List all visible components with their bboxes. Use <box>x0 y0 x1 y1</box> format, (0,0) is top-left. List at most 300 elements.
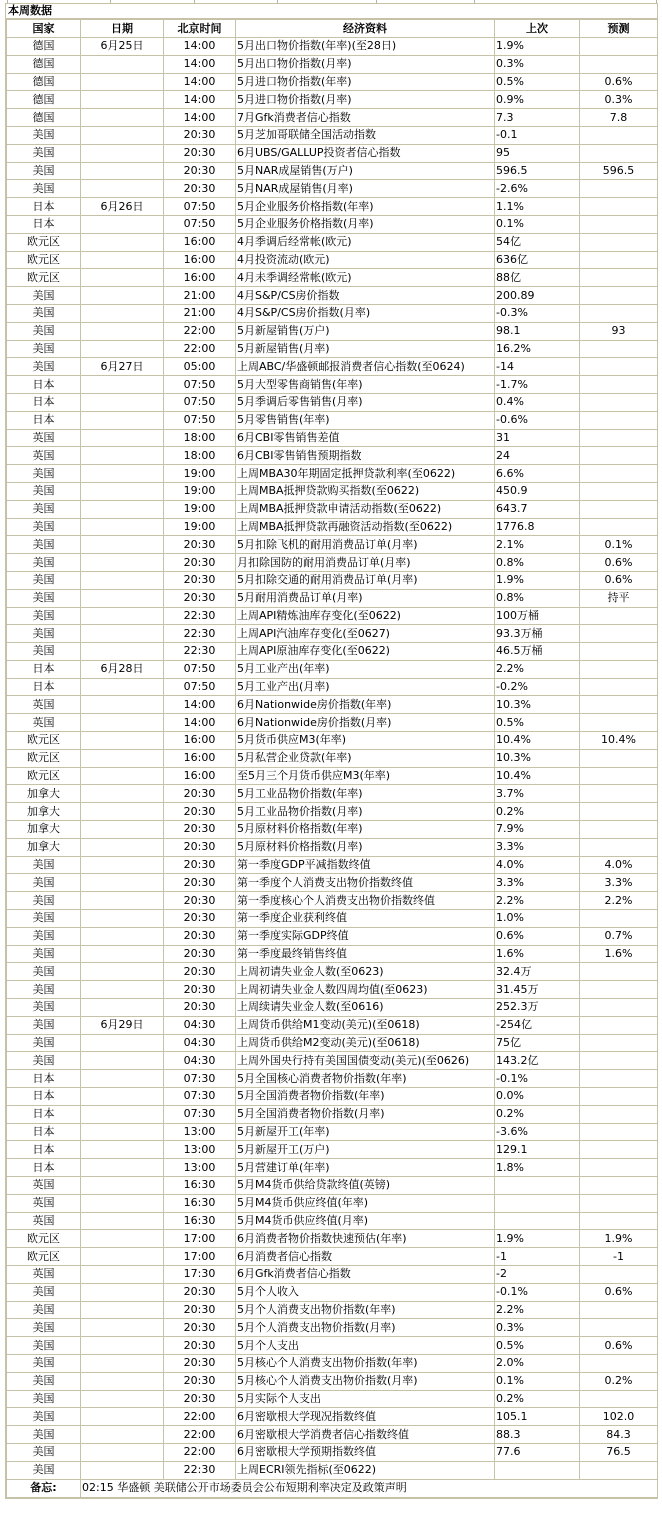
country-cell: 日本 <box>7 1105 81 1123</box>
table-row <box>7 785 658 803</box>
previous-value-cell: 143.2亿 <box>495 1052 580 1070</box>
time-cell: 22:00 <box>164 1426 236 1444</box>
forecast-value-cell <box>580 1390 658 1408</box>
time-cell: 20:30 <box>164 892 236 910</box>
previous-value-cell: 200.89 <box>495 287 580 305</box>
country-cell: 日本 <box>7 660 81 678</box>
previous-value-cell: -0.3% <box>495 304 580 322</box>
economic-item-cell: 至5月三个月货币供应M3(年率) <box>236 767 495 785</box>
time-cell: 22:30 <box>164 1461 236 1479</box>
previous-value-cell: 450.9 <box>495 482 580 500</box>
economic-item-cell: 第一季度个人消费支出物价指数终值 <box>236 874 495 892</box>
economic-item-cell: 5月个人支出 <box>236 1337 495 1355</box>
country-cell: 德国 <box>7 91 81 109</box>
date-cell <box>81 447 164 465</box>
date-cell <box>81 1408 164 1426</box>
forecast-value-cell <box>580 643 658 661</box>
economic-item-cell: 5月实际个人支出 <box>236 1390 495 1408</box>
date-cell <box>81 1426 164 1444</box>
table-row <box>7 376 658 394</box>
previous-value-cell: 95 <box>495 144 580 162</box>
time-cell: 16:30 <box>164 1194 236 1212</box>
country-cell: 欧元区 <box>7 233 81 251</box>
previous-value-cell: 32.4万 <box>495 963 580 981</box>
table-row <box>7 1265 658 1283</box>
country-cell: 欧元区 <box>7 749 81 767</box>
table-row <box>7 714 658 732</box>
economic-item-cell: 4月季调后经常帐(欧元) <box>236 233 495 251</box>
economic-item-cell: 5月货币供应M3(年率) <box>236 732 495 750</box>
table-row <box>7 304 658 322</box>
table-row <box>7 233 658 251</box>
table-row <box>7 927 658 945</box>
previous-value-cell: 1.9% <box>495 571 580 589</box>
table-row <box>7 1443 658 1461</box>
country-cell: 日本 <box>7 1123 81 1141</box>
previous-value-cell <box>495 1461 580 1479</box>
forecast-value-cell: 0.6% <box>580 554 658 572</box>
country-cell: 美国 <box>7 927 81 945</box>
date-cell <box>81 1123 164 1141</box>
forecast-value-cell: 0.6% <box>580 571 658 589</box>
country-cell: 美国 <box>7 1337 81 1355</box>
table-row <box>7 251 658 269</box>
table-row <box>7 500 658 518</box>
table-row <box>7 1070 658 1088</box>
previous-value-cell: 98.1 <box>495 322 580 340</box>
economic-item-cell: 5月出口物价指数(月率) <box>236 55 495 73</box>
country-cell: 美国 <box>7 856 81 874</box>
time-cell: 21:00 <box>164 287 236 305</box>
previous-value-cell: 100万桶 <box>495 607 580 625</box>
date-cell <box>81 1319 164 1337</box>
country-cell: 日本 <box>7 1088 81 1106</box>
country-cell: 英国 <box>7 1194 81 1212</box>
forecast-value-cell: 0.6% <box>580 1283 658 1301</box>
previous-value-cell: -254亿 <box>495 1016 580 1034</box>
forecast-value-cell <box>580 678 658 696</box>
table-row <box>7 162 658 180</box>
country-cell: 欧元区 <box>7 1230 81 1248</box>
country-cell: 日本 <box>7 215 81 233</box>
table-row <box>7 767 658 785</box>
economic-item-cell: 上周货币供给M1变动(美元)(至0618) <box>236 1016 495 1034</box>
time-cell: 14:00 <box>164 73 236 91</box>
forecast-value-cell: 0.6% <box>580 73 658 91</box>
date-cell <box>81 55 164 73</box>
country-cell: 加拿大 <box>7 838 81 856</box>
economic-item-cell: 6月CBI零售销售预期指数 <box>236 447 495 465</box>
time-cell: 20:30 <box>164 1337 236 1355</box>
table-row <box>7 393 658 411</box>
date-cell <box>81 1159 164 1177</box>
previous-value-cell: 2.2% <box>495 1301 580 1319</box>
time-cell: 07:50 <box>164 215 236 233</box>
economic-item-cell: 6月密歇根大学消费者信心指数终值 <box>236 1426 495 1444</box>
date-cell <box>81 1052 164 1070</box>
table-row <box>7 269 658 287</box>
previous-value-cell: 2.2% <box>495 660 580 678</box>
country-cell: 美国 <box>7 1016 81 1034</box>
country-cell: 美国 <box>7 287 81 305</box>
previous-value-cell: 2.1% <box>495 536 580 554</box>
country-cell: 美国 <box>7 1283 81 1301</box>
forecast-value-cell <box>580 910 658 928</box>
previous-value-cell: -0.1% <box>495 1070 580 1088</box>
time-cell: 20:30 <box>164 1372 236 1390</box>
economic-item-cell: 5月大型零售商销售(年率) <box>236 376 495 394</box>
time-cell: 19:00 <box>164 500 236 518</box>
date-cell <box>81 376 164 394</box>
economic-item-cell: 5月工业产出(年率) <box>236 660 495 678</box>
time-cell: 20:30 <box>164 945 236 963</box>
previous-value-cell: 75亿 <box>495 1034 580 1052</box>
economic-item-cell: 上周MBA抵押贷款申请活动指数(至0622) <box>236 500 495 518</box>
forecast-value-cell <box>580 144 658 162</box>
table-row <box>7 1337 658 1355</box>
forecast-value-cell <box>580 963 658 981</box>
forecast-value-cell <box>580 1265 658 1283</box>
date-cell <box>81 322 164 340</box>
economic-item-cell: 5月全国消费者物价指数(月率) <box>236 1105 495 1123</box>
previous-value-cell: -0.6% <box>495 411 580 429</box>
date-cell <box>81 963 164 981</box>
time-cell: 20:30 <box>164 126 236 144</box>
country-cell: 美国 <box>7 571 81 589</box>
date-cell <box>81 1283 164 1301</box>
previous-value-cell: 1.8% <box>495 1159 580 1177</box>
table-row <box>7 910 658 928</box>
table-row <box>7 536 658 554</box>
forecast-value-cell <box>580 1212 658 1230</box>
previous-value-cell: 1.9% <box>495 1230 580 1248</box>
time-cell: 20:30 <box>164 927 236 945</box>
forecast-value-cell <box>580 1194 658 1212</box>
forecast-value-cell: 2.2% <box>580 892 658 910</box>
table-row <box>7 892 658 910</box>
date-cell <box>81 678 164 696</box>
date-cell <box>81 714 164 732</box>
date-cell <box>81 500 164 518</box>
economic-item-cell: 5月核心个人消费支出物价指数(月率) <box>236 1372 495 1390</box>
economic-item-cell: 5月NAR成屋销售(万户) <box>236 162 495 180</box>
table-row <box>7 55 658 73</box>
economic-item-cell: 5月个人消费支出物价指数(月率) <box>236 1319 495 1337</box>
forecast-value-cell <box>580 625 658 643</box>
previous-value-cell: 16.2% <box>495 340 580 358</box>
forecast-value-cell: 10.4% <box>580 732 658 750</box>
country-cell: 美国 <box>7 1052 81 1070</box>
table-row <box>7 1319 658 1337</box>
economic-item-cell: 上周MBA30年期固定抵押贷款利率(至0622) <box>236 465 495 483</box>
table-row <box>7 749 658 767</box>
time-cell: 22:00 <box>164 1443 236 1461</box>
date-cell <box>81 429 164 447</box>
table-row <box>7 554 658 572</box>
table-row <box>7 287 658 305</box>
country-cell: 欧元区 <box>7 767 81 785</box>
economic-item-cell: 5月M4货币供给贷款终值(英镑) <box>236 1177 495 1195</box>
date-cell <box>81 411 164 429</box>
country-cell: 日本 <box>7 198 81 216</box>
date-cell: 6月26日 <box>81 198 164 216</box>
country-cell: 加拿大 <box>7 803 81 821</box>
table-row <box>7 180 658 198</box>
country-cell: 美国 <box>7 340 81 358</box>
date-cell <box>81 910 164 928</box>
previous-value-cell: 1.6% <box>495 945 580 963</box>
forecast-value-cell <box>580 482 658 500</box>
time-cell: 17:00 <box>164 1230 236 1248</box>
previous-value-cell: 6.6% <box>495 465 580 483</box>
forecast-value-cell: 1.9% <box>580 1230 658 1248</box>
time-cell: 21:00 <box>164 304 236 322</box>
country-cell: 美国 <box>7 1426 81 1444</box>
date-cell <box>81 1088 164 1106</box>
forecast-value-cell <box>580 376 658 394</box>
date-cell: 6月28日 <box>81 660 164 678</box>
economic-item-cell: 4月未季调经常帐(欧元) <box>236 269 495 287</box>
country-cell: 美国 <box>7 1372 81 1390</box>
country-cell: 美国 <box>7 358 81 376</box>
economic-item-cell: 5月私营企业贷款(年率) <box>236 749 495 767</box>
time-cell: 20:30 <box>164 180 236 198</box>
table-row <box>7 1212 658 1230</box>
forecast-value-cell <box>580 1159 658 1177</box>
forecast-value-cell <box>580 1088 658 1106</box>
economic-item-cell: 5月核心个人消费支出物价指数(年率) <box>236 1354 495 1372</box>
forecast-value-cell <box>580 767 658 785</box>
time-cell: 16:00 <box>164 767 236 785</box>
date-cell <box>81 1372 164 1390</box>
date-cell <box>81 1265 164 1283</box>
date-cell <box>81 465 164 483</box>
economic-item-cell: 5月零售销售(年率) <box>236 411 495 429</box>
time-cell: 19:00 <box>164 482 236 500</box>
forecast-value-cell <box>580 714 658 732</box>
time-cell: 14:00 <box>164 91 236 109</box>
previous-value-cell: 4.0% <box>495 856 580 874</box>
country-cell: 美国 <box>7 589 81 607</box>
date-cell <box>81 1194 164 1212</box>
previous-value-cell: 24 <box>495 447 580 465</box>
previous-value-cell: 88.3 <box>495 1426 580 1444</box>
country-cell: 美国 <box>7 482 81 500</box>
table-row <box>7 1177 658 1195</box>
previous-value-cell: 54亿 <box>495 233 580 251</box>
economic-item-cell: 5月全国消费者物价指数(年率) <box>236 1088 495 1106</box>
forecast-value-cell: 1.6% <box>580 945 658 963</box>
time-cell: 20:30 <box>164 999 236 1017</box>
table-row <box>7 1105 658 1123</box>
economic-item-cell: 第一季度核心个人消费支出物价指数终值 <box>236 892 495 910</box>
country-cell: 美国 <box>7 1301 81 1319</box>
previous-value-cell: 3.7% <box>495 785 580 803</box>
table-row <box>7 126 658 144</box>
table-row <box>7 1034 658 1052</box>
date-cell <box>81 571 164 589</box>
country-cell: 欧元区 <box>7 732 81 750</box>
time-cell: 20:30 <box>164 536 236 554</box>
date-cell <box>81 1301 164 1319</box>
previous-value-cell: -0.2% <box>495 678 580 696</box>
memo-row <box>7 1479 658 1497</box>
forecast-value-cell <box>580 981 658 999</box>
time-cell: 16:30 <box>164 1212 236 1230</box>
date-cell <box>81 1177 164 1195</box>
time-cell: 16:00 <box>164 251 236 269</box>
time-cell: 19:00 <box>164 518 236 536</box>
economic-item-cell: 6月密歇根大学预期指数终值 <box>236 1443 495 1461</box>
time-cell: 07:50 <box>164 660 236 678</box>
date-cell <box>81 874 164 892</box>
date-cell <box>81 126 164 144</box>
country-cell: 日本 <box>7 678 81 696</box>
date-cell <box>81 536 164 554</box>
time-cell: 22:00 <box>164 340 236 358</box>
economic-item-cell: 5月原材料价格指数(月率) <box>236 838 495 856</box>
table-row <box>7 589 658 607</box>
forecast-value-cell: 3.3% <box>580 874 658 892</box>
previous-value-cell: 3.3% <box>495 874 580 892</box>
economic-item-cell: 上周ECRI领先指标(至0622) <box>236 1461 495 1479</box>
country-cell: 美国 <box>7 536 81 554</box>
forecast-value-cell <box>580 660 658 678</box>
date-cell <box>81 749 164 767</box>
table-row <box>7 144 658 162</box>
table-row <box>7 447 658 465</box>
economic-item-cell: 7月Gfk消费者信心指数 <box>236 109 495 127</box>
previous-value-cell: 7.9% <box>495 821 580 839</box>
country-cell: 美国 <box>7 945 81 963</box>
economic-item-cell: 5月出口物价指数(年率)(至28日) <box>236 38 495 56</box>
forecast-value-cell <box>580 269 658 287</box>
country-cell: 美国 <box>7 1354 81 1372</box>
time-cell: 22:00 <box>164 1408 236 1426</box>
forecast-value-cell <box>580 251 658 269</box>
previous-value-cell: 1.1% <box>495 198 580 216</box>
economic-item-cell: 5月M4货币供应终值(年率) <box>236 1194 495 1212</box>
date-cell <box>81 892 164 910</box>
previous-value-cell: 0.8% <box>495 589 580 607</box>
country-cell: 美国 <box>7 1443 81 1461</box>
economic-item-cell: 6月Nationwide房价指数(年率) <box>236 696 495 714</box>
previous-value-cell: 0.0% <box>495 1088 580 1106</box>
date-cell <box>81 1248 164 1266</box>
time-cell: 20:30 <box>164 589 236 607</box>
date-cell: 6月29日 <box>81 1016 164 1034</box>
table-row <box>7 945 658 963</box>
previous-value-cell: 0.2% <box>495 1105 580 1123</box>
country-cell: 日本 <box>7 1141 81 1159</box>
forecast-value-cell <box>580 607 658 625</box>
country-cell: 美国 <box>7 1408 81 1426</box>
forecast-value-cell <box>580 38 658 56</box>
economic-item-cell: 5月M4货币供应终值(月率) <box>236 1212 495 1230</box>
economic-item-cell: 5月原材料价格指数(年率) <box>236 821 495 839</box>
date-cell <box>81 1461 164 1479</box>
economic-item-cell: 第一季度企业获利终值 <box>236 910 495 928</box>
economic-item-cell: 第一季度实际GDP终值 <box>236 927 495 945</box>
time-cell: 20:30 <box>164 1301 236 1319</box>
economic-item-cell: 上周货币供给M2变动(美元)(至0618) <box>236 1034 495 1052</box>
previous-value-cell: 88亿 <box>495 269 580 287</box>
time-cell: 04:30 <box>164 1052 236 1070</box>
time-cell: 04:30 <box>164 1016 236 1034</box>
country-cell: 欧元区 <box>7 251 81 269</box>
previous-value-cell: 0.5% <box>495 73 580 91</box>
date-cell <box>81 945 164 963</box>
time-cell: 07:50 <box>164 198 236 216</box>
previous-value-cell: -0.1 <box>495 126 580 144</box>
economic-item-cell: 6月CBI零售销售差值 <box>236 429 495 447</box>
date-cell <box>81 999 164 1017</box>
previous-value-cell: 93.3万桶 <box>495 625 580 643</box>
country-cell: 美国 <box>7 874 81 892</box>
time-cell: 22:30 <box>164 625 236 643</box>
time-cell: 13:00 <box>164 1141 236 1159</box>
table-row <box>7 358 658 376</box>
previous-value-cell: 0.9% <box>495 91 580 109</box>
previous-value-cell: 1.0% <box>495 910 580 928</box>
forecast-value-cell: 0.1% <box>580 536 658 554</box>
date-cell <box>81 518 164 536</box>
time-cell: 18:00 <box>164 429 236 447</box>
economic-item-cell: 5月季调后零售销售(月率) <box>236 393 495 411</box>
previous-value-cell: 129.1 <box>495 1141 580 1159</box>
country-cell: 美国 <box>7 1461 81 1479</box>
country-cell: 日本 <box>7 393 81 411</box>
previous-value-cell: 2.2% <box>495 892 580 910</box>
previous-value-cell: 31.45万 <box>495 981 580 999</box>
forecast-value-cell <box>580 358 658 376</box>
forecast-value-cell <box>580 821 658 839</box>
previous-value-cell: 10.4% <box>495 767 580 785</box>
country-cell: 美国 <box>7 304 81 322</box>
date-cell: 6月27日 <box>81 358 164 376</box>
previous-value-cell: 643.7 <box>495 500 580 518</box>
forecast-value-cell <box>580 126 658 144</box>
economic-item-cell: 上周ABC/华盛顿邮报消费者信心指数(至0624) <box>236 358 495 376</box>
memo-text: 02:15 华盛顿 美联储公开市场委员会公布短期利率决定及政策声明 <box>81 1479 658 1497</box>
previous-value-cell: 7.3 <box>495 109 580 127</box>
table-row <box>7 696 658 714</box>
economic-item-cell: 5月耐用消费品订单(月率) <box>236 589 495 607</box>
previous-value-cell: -14 <box>495 358 580 376</box>
time-cell: 18:00 <box>164 447 236 465</box>
economic-item-cell: 第一季度GDP平减指数终值 <box>236 856 495 874</box>
economic-item-cell: 上周MBA抵押贷款再融资活动指数(至0622) <box>236 518 495 536</box>
memo-label: 备忘: <box>7 1479 81 1497</box>
forecast-value-cell <box>580 803 658 821</box>
table-row <box>7 821 658 839</box>
economic-item-cell: 5月新屋开工(年率) <box>236 1123 495 1141</box>
table-row <box>7 1141 658 1159</box>
forecast-value-cell <box>580 1141 658 1159</box>
economic-item-cell: 5月进口物价指数(月率) <box>236 91 495 109</box>
table-row <box>7 678 658 696</box>
country-cell: 美国 <box>7 892 81 910</box>
date-cell <box>81 144 164 162</box>
previous-value-cell: -1.7% <box>495 376 580 394</box>
country-cell: 英国 <box>7 1177 81 1195</box>
forecast-value-cell <box>580 215 658 233</box>
country-cell: 美国 <box>7 1319 81 1337</box>
previous-value-cell: 0.1% <box>495 215 580 233</box>
forecast-value-cell <box>580 233 658 251</box>
time-cell: 20:30 <box>164 981 236 999</box>
date-cell <box>81 340 164 358</box>
